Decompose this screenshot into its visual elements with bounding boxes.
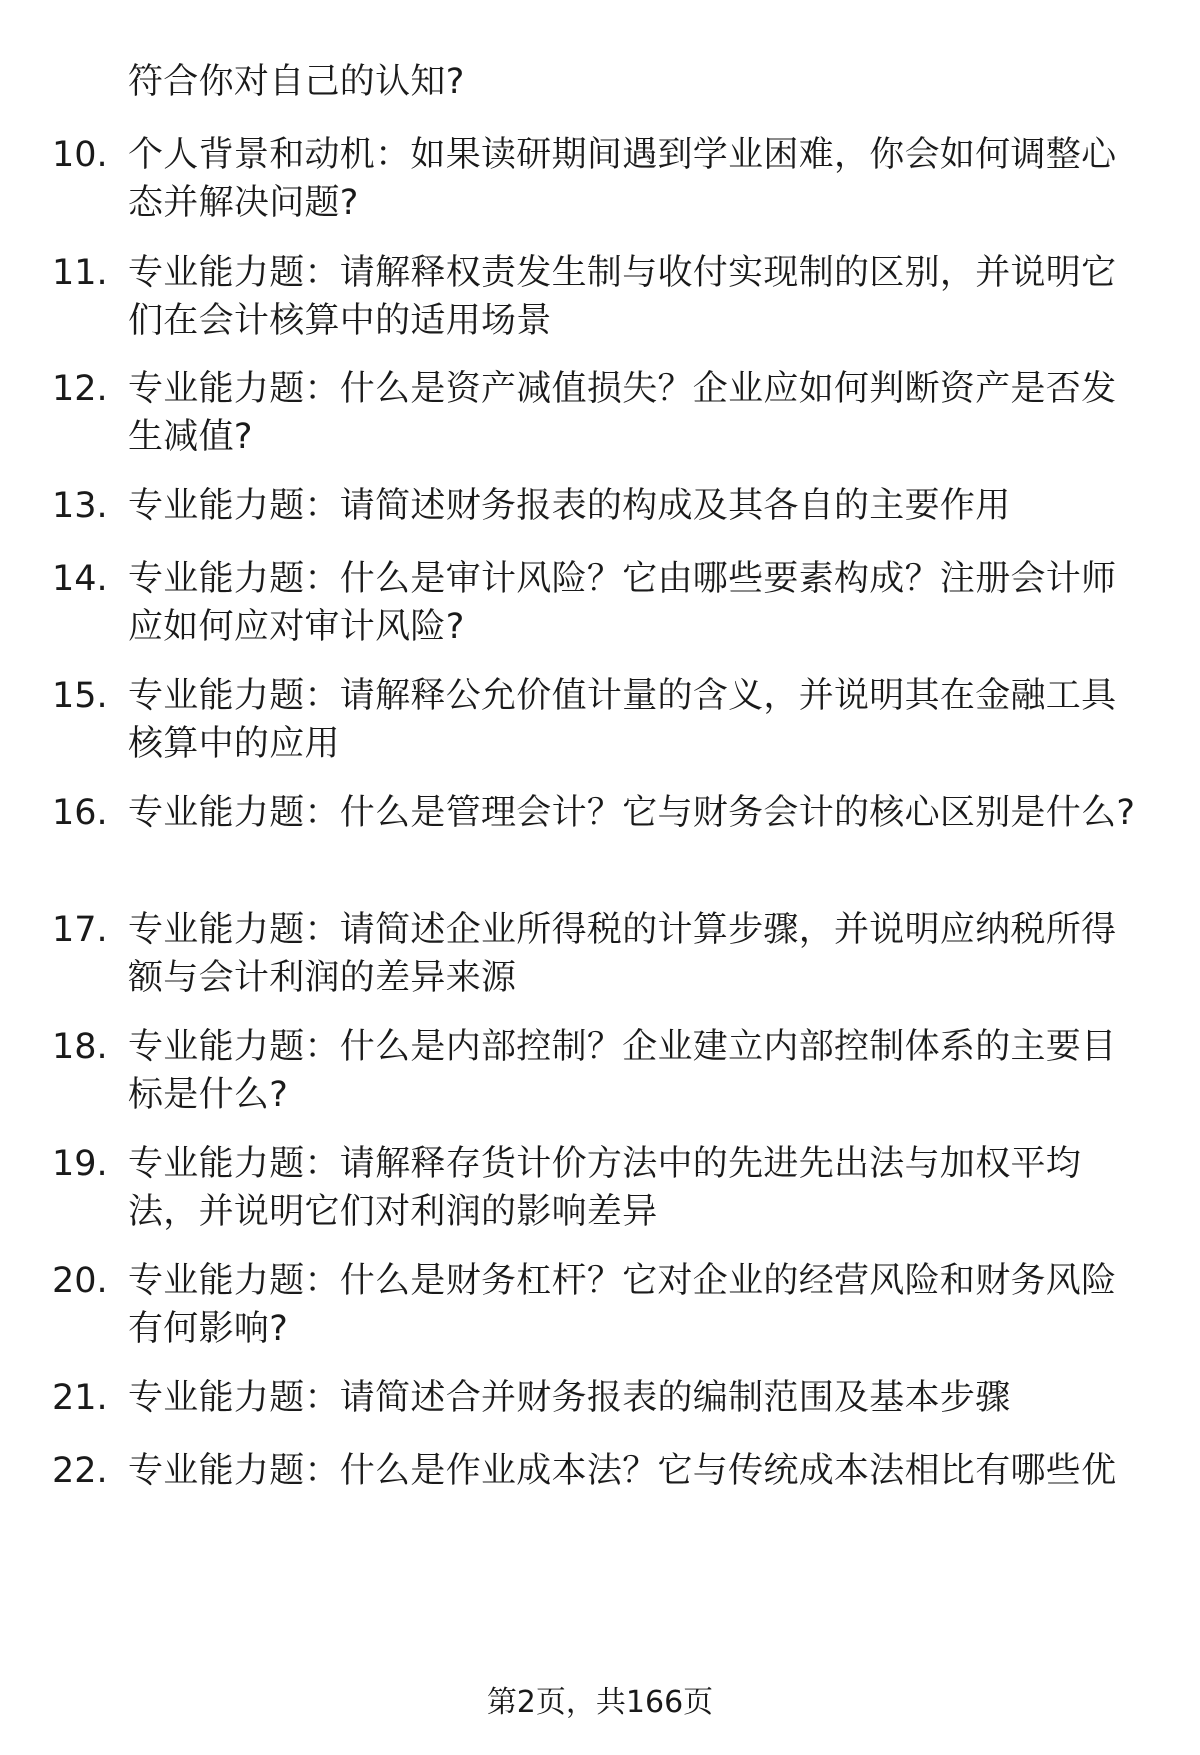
item-text: 专业能力题：请简述企业所得税的计算步骤，并说明应纳税所得额与会计利润的差异来源 xyxy=(128,910,1117,998)
item-number: 18. xyxy=(52,1027,108,1067)
item-number: 10. xyxy=(52,135,108,175)
item-text: 专业能力题：什么是资产减值损失？企业应如何判断资产是否发生减值? xyxy=(128,369,1117,457)
item-text: 专业能力题：请解释存货计价方法中的先进先出法与加权平均法，并说明它们对利润的影响差异 xyxy=(128,1144,1082,1232)
item-number: 16. xyxy=(52,793,108,833)
item-text: 专业能力题：什么是管理会计？它与财务会计的核心区别是什么? xyxy=(128,793,1136,833)
page-footer: 第2页，共166页 xyxy=(486,1685,714,1720)
item-text: 专业能力题：请简述财务报表的构成及其各自的主要作用 xyxy=(128,486,1011,526)
item-text: 专业能力题：请解释公允价值计量的含义，并说明其在金融工具核算中的应用 xyxy=(128,676,1117,764)
item-text: 专业能力题：什么是财务杠杆？它对企业的经营风险和财务风险有何影响? xyxy=(128,1261,1117,1349)
item-text: 个人背景和动机：如果读研期间遇到学业困难，你会如何调整心态并解决问题? xyxy=(128,135,1117,223)
item-text: 专业能力题：什么是审计风险？它由哪些要素构成？注册会计师应如何应对审计风险? xyxy=(128,559,1117,647)
item-text: 专业能力题：什么是内部控制？企业建立内部控制体系的主要目标是什么? xyxy=(128,1027,1117,1115)
item-text: 专业能力题：请简述合并财务报表的编制范围及基本步骤 xyxy=(128,1378,1011,1418)
item-number: 21. xyxy=(52,1378,108,1418)
item-number: 11. xyxy=(52,253,108,293)
item-text: 专业能力题：什么是作业成本法？它与传统成本法相比有哪些优 xyxy=(128,1451,1117,1491)
item-number: 22. xyxy=(52,1451,108,1491)
item-number: 20. xyxy=(52,1261,108,1301)
continuation-text: 符合你对自己的认知? xyxy=(128,62,465,102)
item-number: 12. xyxy=(52,369,108,409)
item-number: 19. xyxy=(52,1144,108,1184)
item-number: 17. xyxy=(52,910,108,950)
item-text: 专业能力题：请解释权责发生制与收付实现制的区别，并说明它们在会计核算中的适用场景 xyxy=(128,253,1117,341)
item-number: 15. xyxy=(52,676,108,716)
item-number: 14. xyxy=(52,559,108,599)
item-number: 13. xyxy=(52,486,108,526)
